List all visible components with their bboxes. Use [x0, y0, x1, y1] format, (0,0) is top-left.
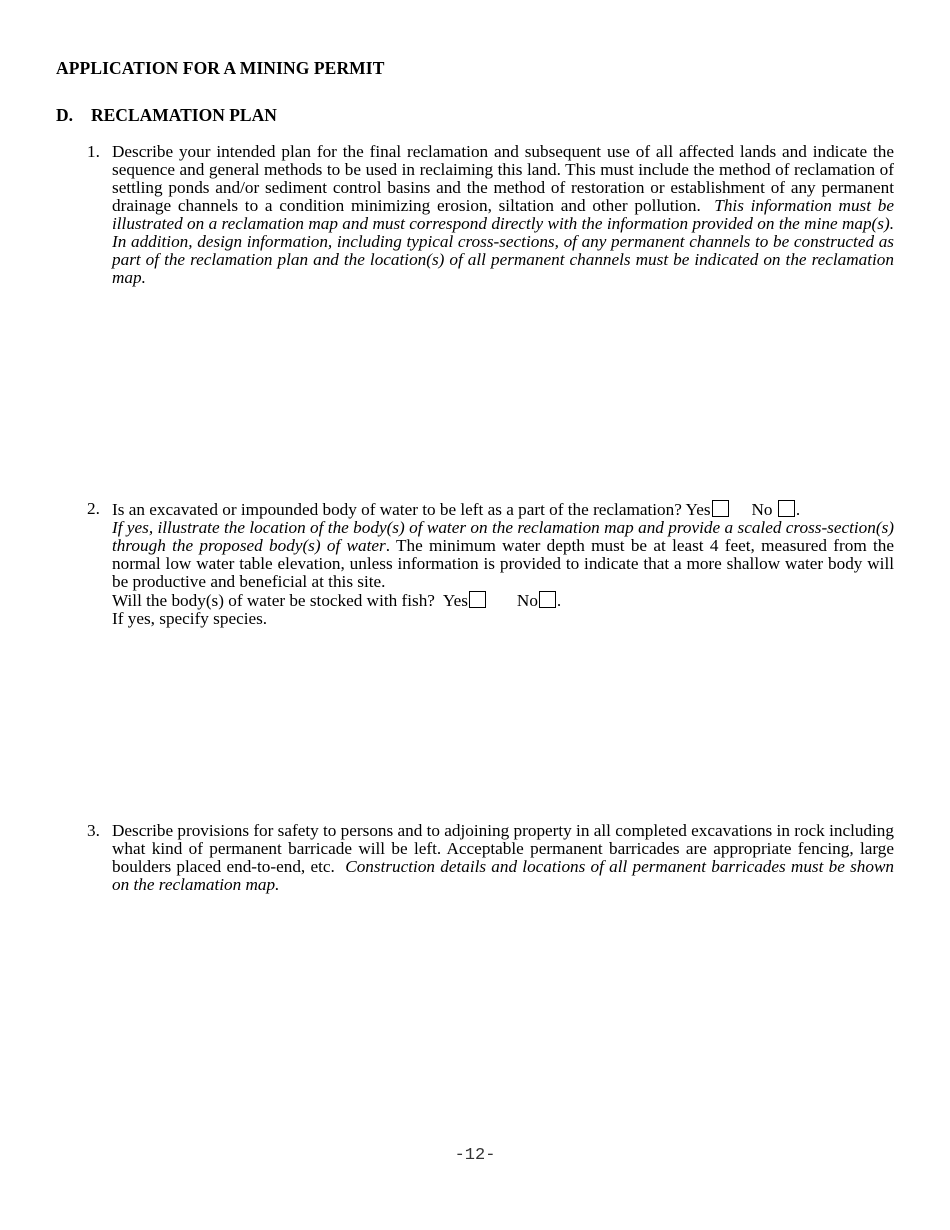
question-2-line: Is an excavated or impounded body of water to be left as a part of the reclamation? Yes No . [112, 500, 801, 519]
question-2 [87, 500, 894, 628]
question-1-italic-note: This information must be illustrated on a reclamation map and must correspond directly with the information provided on the mine map(s). In addition, design information, including typical cross-sections, of any permanent channels to be constructed as part of the reclamation plan and the location(s) of all permanent channels must be indicated on the reclamation map. [112, 196, 894, 287]
question-3 [87, 822, 894, 894]
question-number: 3. [87, 821, 100, 840]
fish-followup: If yes, specify species. [112, 609, 268, 628]
water-body-no-checkbox[interactable] [778, 500, 795, 517]
fish-question-text: Will the body(s) of water be stocked with fish? [112, 591, 435, 610]
question-2-italic-note: If yes, illustrate the location of the body(s) of water on the reclamation map and provide a scaled cross-section(s) through the proposed body(s) of water [112, 518, 894, 555]
question-1-text [112, 143, 894, 287]
question-number: 1. [87, 142, 100, 161]
yes-label: Yes [685, 500, 711, 519]
fish-question-line: Will the body(s) of water be stocked with fish? Yes No . [112, 591, 562, 610]
fish-no-label: No [516, 591, 538, 610]
document-title: APPLICATION FOR A MINING PERMIT [56, 58, 385, 78]
question-2-requirements: . The minimum water depth must be at least 4 feet, measured from the normal low water table elevation, unless information is provided to indicate that a more shallow water body will be productive and beneficial at this site. [112, 536, 894, 591]
fish-no-checkbox[interactable] [539, 591, 556, 608]
question-number: 2. [87, 499, 100, 518]
section-letter: D. [56, 105, 74, 125]
answer-area-2[interactable] [112, 650, 894, 810]
water-body-yes-checkbox[interactable] [712, 500, 729, 517]
fish-yes-checkbox[interactable] [469, 591, 486, 608]
question-2-text: Is an excavated or impounded body of water to be left as a part of the reclamation? [112, 500, 682, 519]
no-label: No [751, 500, 773, 519]
question-3-text [112, 822, 894, 894]
answer-area-1[interactable] [112, 295, 894, 485]
question-2-details [112, 519, 894, 591]
page-number: -12- [454, 1146, 496, 1165]
question-3-italic-note: Construction details and locations of all permanent barricades must be shown on the reclamation map. [112, 857, 895, 894]
section-title: RECLAMATION PLAN [91, 105, 277, 125]
section-heading [56, 105, 277, 126]
question-1-instructions: Describe your intended plan for the final reclamation and subsequent use of all affected lands and indicate the sequence and general methods to be used in reclaiming this land. This must include the method of reclamation of settling ponds and/or sediment control basins and the method of restoration or establishment of any permanent drainage channels to a condition minimizing erosion, siltation and other pollution. [112, 142, 894, 215]
question-1 [87, 143, 894, 287]
fish-yes-label: Yes [442, 591, 468, 610]
question-3-instructions: Describe provisions for safety to persons and to adjoining property in all completed excavations in rock including what kind of permanent barricade will be left. Acceptable permanent barricades are appropriate fencing, large boulders placed end-to-end, etc. [112, 821, 894, 876]
answer-area-3[interactable] [112, 900, 894, 1120]
